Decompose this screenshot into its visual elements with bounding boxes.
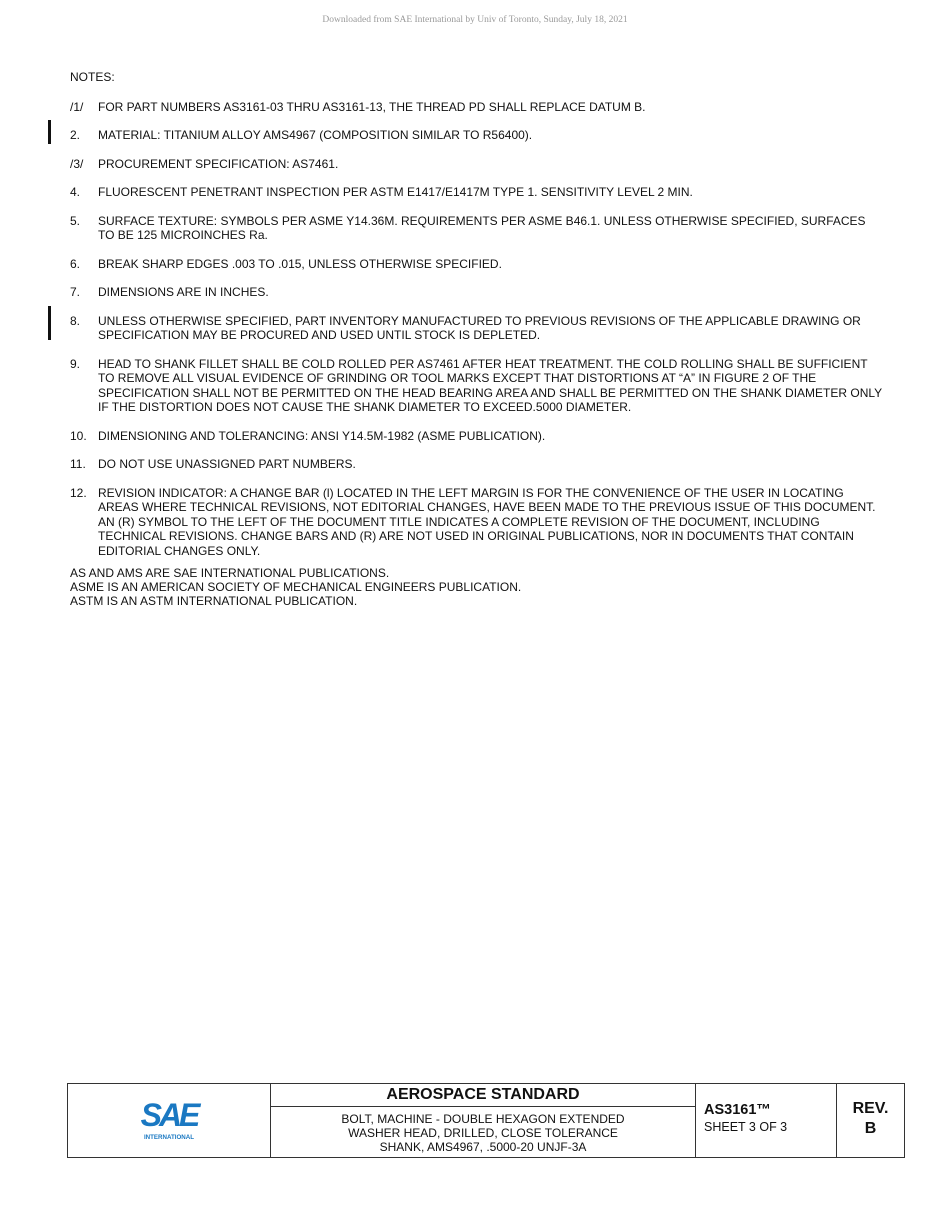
note-item [70,185,885,200]
note-item [70,486,885,559]
revision-label: REV. [852,1100,889,1117]
note-text: MATERIAL: TITANIUM ALLOY AMS4967 (COMPOSITION SIMILAR TO R56400). [98,128,533,142]
notes-heading: NOTES: [70,70,115,84]
revision-cell [837,1084,904,1157]
description-line: WASHER HEAD, DRILLED, CLOSE TOLERANCE [348,1126,618,1140]
note-item [70,285,885,300]
note-number: 6. [70,256,81,271]
sae-logo-subtext: INTERNATIONAL [143,1133,195,1141]
note-text: BREAK SHARP EDGES .003 TO .015, UNLESS OTHERWISE SPECIFIED. [98,256,502,271]
note-text: HEAD TO SHANK FILLET SHALL BE COLD ROLLED PER AS7461 AFTER HEAT TREATMENT. THE COLD ROLLING SHALL BE SUFFICIENT TO REMOVE ALL VISUAL EVIDENCE OF GRINDING OR TOOL MARKS EXCEPT THAT DISTORTIONS AT “A” IN FIGURE 2 OF THE SPECIFICATION SHALL NOT BE PERMITTED ON THE HEAD BEARING AREA AND SHALL BE PERMITTED ON THE SHANK DIAMETER ONLY IF THE DISTORTION DOES NOT CAUSE THE SHANK DIAMETER TO EXCEED.5000 DIAMETER. [98,356,882,414]
publication-line: AS AND AMS ARE SAE INTERNATIONAL PUBLICATIONS. [70,566,390,580]
document-number: AS3161™ [704,1102,771,1118]
note-text: PROCUREMENT SPECIFICATION: AS7461. [98,156,339,171]
title-cell [271,1084,696,1157]
note-item [70,314,885,343]
sae-logo-mark: SAE [140,1097,198,1133]
note-text: REVISION INDICATOR: A CHANGE BAR (l) LOCATED IN THE LEFT MARGIN IS FOR THE CONVENIENCE OF THE USER IN LOCATING AREAS WHERE TECHNICAL REVISIONS, NOT EDITORIAL CHANGES, HAVE BEEN MADE TO THE PREVIOUS ISSUE OF THIS DOCUMENT. AN (R) SYMBOL TO THE LEFT OF THE DOCUMENT TITLE INDICATES A COMPLETE REVISION OF THE DOCUMENT, INCLUDING TECHNICAL REVISIONS. CHANGE BARS AND (R) ARE NOT USED IN ORIGINAL PUBLICATIONS, NOR IN DOCUMENTS THAT CONTAIN EDITORIAL CHANGES ONLY. [98,485,876,558]
sheet-number: SHEET 3 OF 3 [704,1120,788,1134]
note-item [70,357,885,415]
change-bar [48,120,51,144]
note-number: 9. [70,356,81,371]
notes-section [70,70,885,608]
title-block [67,1083,905,1158]
note-item [70,429,885,444]
note-number: 2. [70,128,81,142]
document-number-cell [696,1084,837,1157]
description-line: SHANK, AMS4967, .5000-20 UNJF-3A [379,1140,587,1154]
change-bar [48,306,51,340]
note-number: 10. [70,428,87,443]
publication-line: ASME IS AN AMERICAN SOCIETY OF MECHANICAL ENGINEERS PUBLICATION. [70,580,522,594]
note-number: 7. [70,285,81,299]
note-item [70,457,885,472]
part-description [271,1107,695,1157]
description-line: BOLT, MACHINE - DOUBLE HEXAGON EXTENDED [341,1112,625,1126]
note-number: 4. [70,185,81,199]
note-text: DO NOT USE UNASSIGNED PART NUMBERS. [98,457,356,471]
note-item [70,257,885,272]
note-number: 5. [70,213,81,228]
note-text: FOR PART NUMBERS AS3161-03 THRU AS3161-13, THE THREAD PD SHALL REPLACE DATUM B. [98,99,646,114]
note-item [70,157,885,172]
note-item [70,100,885,115]
note-item [70,128,885,143]
note-text: UNLESS OTHERWISE SPECIFIED, PART INVENTORY MANUFACTURED TO PREVIOUS REVISIONS OF THE APPLICABLE DRAWING OR SPECIFICATION MAY BE PROCURED AND USED UNTIL STOCK IS DEPLETED. [98,313,861,342]
note-number: 12. [70,485,87,500]
sae-logo-icon [129,1098,209,1144]
publication-line: ASTM IS AN ASTM INTERNATIONAL PUBLICATION. [70,594,358,608]
note-number: /3/ [70,156,84,171]
note-text: SURFACE TEXTURE: SYMBOLS PER ASME Y14.36M. REQUIREMENTS PER ASME B46.1. UNLESS OTHERWISE SPECIFIED, SURFACES TO BE 125 MICROINCHES Ra. [98,213,866,242]
standard-type: AEROSPACE STANDARD [271,1084,695,1107]
revision-value: B [864,1120,877,1137]
note-number: 8. [70,313,81,328]
download-notice: Downloaded from SAE International by Univ of Toronto, Sunday, July 18, 2021 [322,15,628,25]
sae-logo [68,1084,271,1157]
note-text: DIMENSIONING AND TOLERANCING: ANSI Y14.5M-1982 (ASME PUBLICATION). [98,428,546,443]
note-number: 11. [70,457,86,471]
note-text: FLUORESCENT PENETRANT INSPECTION PER ASTM E1417/E1417M TYPE 1. SENSITIVITY LEVEL 2 MIN. [98,185,693,199]
publication-list [70,566,885,608]
note-item [70,214,885,243]
note-number: /1/ [70,99,84,114]
note-text: DIMENSIONS ARE IN INCHES. [98,285,269,299]
